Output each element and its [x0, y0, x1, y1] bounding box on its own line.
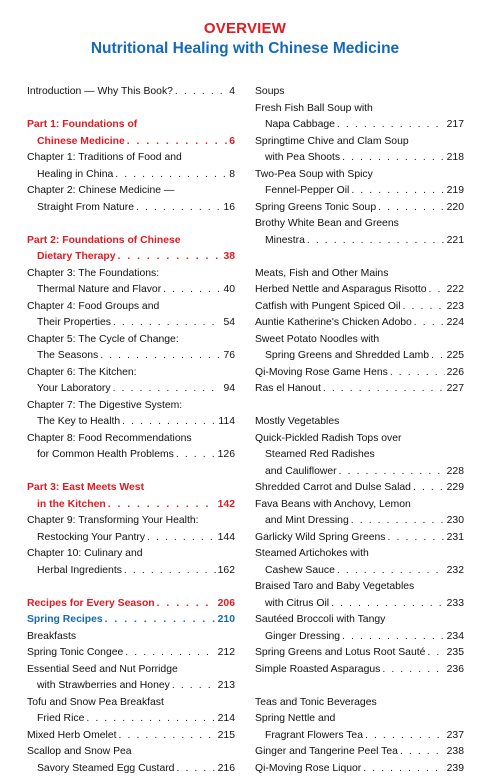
- toc-entry-page: 114: [218, 414, 235, 431]
- toc-entry[interactable]: [255, 150, 464, 167]
- toc-entry-title: with Pea Shoots: [265, 150, 340, 167]
- dot-leader: [100, 348, 221, 365]
- toc-entry: [27, 183, 235, 200]
- toc-entry[interactable]: [27, 761, 235, 777]
- toc-entry[interactable]: [255, 480, 464, 497]
- dot-leader: [127, 134, 227, 151]
- toc-entry-page: 229: [447, 480, 464, 497]
- toc-entry[interactable]: [27, 167, 235, 184]
- toc-entry[interactable]: [27, 596, 235, 613]
- dot-leader: [86, 711, 215, 728]
- dot-leader: [175, 84, 227, 101]
- toc-entry-title: Steamed Artichokes with: [255, 546, 369, 563]
- toc-entry[interactable]: [255, 348, 464, 365]
- toc-entry-page: 237: [447, 728, 464, 745]
- toc-entry[interactable]: [27, 530, 235, 547]
- toc-entry-title: Teas and Tonic Beverages: [255, 695, 377, 712]
- dot-leader: [382, 662, 444, 679]
- toc-entry-page: 232: [447, 563, 464, 580]
- dot-leader: [307, 233, 445, 250]
- toc-entry-title: Herbal Ingredients: [37, 563, 122, 580]
- dot-leader: [388, 530, 445, 547]
- dot-leader: [351, 513, 445, 530]
- toc-right-column: [255, 84, 464, 777]
- toc-entry-title: Braised Taro and Baby Vegetables: [255, 579, 414, 596]
- toc-entry-page: 230: [447, 513, 464, 530]
- toc-entry: [255, 266, 464, 283]
- toc-entry[interactable]: [255, 513, 464, 530]
- toc-entry[interactable]: [255, 596, 464, 613]
- toc-entry-page: 4: [229, 84, 235, 101]
- toc-entry-page: 222: [447, 282, 464, 299]
- toc-entry-page: 219: [447, 183, 464, 200]
- spacer: [27, 464, 235, 481]
- toc-entry-title: Fennel-Pepper Oil: [265, 183, 349, 200]
- toc-entry: [27, 431, 235, 448]
- spacer: [255, 398, 464, 415]
- toc-entry-title: Ginger and Tangerine Peel Tea: [255, 744, 398, 761]
- toc-entry[interactable]: [255, 728, 464, 745]
- toc-entry-title: Savory Steamed Egg Custard: [37, 761, 174, 777]
- dot-leader: [337, 563, 445, 580]
- dot-leader: [378, 200, 445, 217]
- dot-leader: [108, 497, 216, 514]
- toc-entry[interactable]: [255, 233, 464, 250]
- toc-entry: [27, 744, 235, 761]
- dot-leader: [403, 299, 445, 316]
- dot-leader: [124, 563, 216, 580]
- toc-entry[interactable]: [27, 711, 235, 728]
- toc-entry-page: 224: [447, 315, 464, 332]
- toc-entry-page: 215: [218, 728, 235, 745]
- dot-leader: [115, 167, 227, 184]
- toc-entry-title: Part 3: East Meets West: [27, 480, 144, 497]
- toc-entry-title: Part 1: Foundations of: [27, 117, 137, 134]
- toc-entry-page: 234: [447, 629, 464, 646]
- toc-entry[interactable]: [27, 645, 235, 662]
- toc-entry-title: Breakfasts: [27, 629, 76, 646]
- spacer: [255, 678, 464, 695]
- dot-leader: [351, 183, 444, 200]
- toc-entry[interactable]: [27, 497, 235, 514]
- toc-entry-title: Steamed Red Radishes: [265, 447, 375, 464]
- toc-entry-page: 126: [218, 447, 235, 464]
- toc-entry-page: 221: [447, 233, 464, 250]
- toc-entry[interactable]: [255, 563, 464, 580]
- toc-entry-title: Spring Greens and Lotus Root Sauté: [255, 645, 425, 662]
- toc-entry-page: 239: [447, 761, 464, 777]
- toc-entry: [27, 299, 235, 316]
- toc-entry-page: 38: [223, 249, 235, 266]
- toc-entry: [27, 546, 235, 563]
- toc-entry-page: 142: [218, 497, 235, 514]
- dot-leader: [125, 645, 215, 662]
- toc-entry[interactable]: [255, 761, 464, 777]
- dot-leader: [339, 464, 445, 481]
- toc-entry-page: 235: [447, 645, 464, 662]
- toc-entry-title: for Common Health Problems: [37, 447, 174, 464]
- toc-entry-page: 8: [229, 167, 235, 184]
- toc-entry-title: Sautéed Broccoli with Tangy: [255, 612, 385, 629]
- toc-entry-page: 144: [218, 530, 235, 547]
- toc-entry[interactable]: [27, 315, 235, 332]
- toc-entry-title: and Cauliflower: [265, 464, 337, 481]
- toc-entry-title: Qi-Moving Rose Liquor: [255, 761, 361, 777]
- toc-entry-page: 6: [229, 134, 235, 151]
- toc-entry-title: Ginger Dressing: [265, 629, 340, 646]
- toc-entry: [27, 332, 235, 349]
- toc-entry[interactable]: [27, 447, 235, 464]
- toc-entry[interactable]: [255, 299, 464, 316]
- dot-leader: [429, 282, 445, 299]
- dot-leader: [400, 744, 445, 761]
- toc-entry-title: Chinese Medicine: [37, 134, 125, 151]
- dot-leader: [427, 645, 444, 662]
- toc-entry: [27, 480, 235, 497]
- dot-leader: [172, 678, 216, 695]
- toc-entry-title: Fried Rice: [37, 711, 84, 728]
- dot-leader: [119, 728, 216, 745]
- toc-entry-title: Chapter 4: Food Groups and: [27, 299, 159, 316]
- toc-entry: [255, 84, 464, 101]
- toc-entry-title: with Citrus Oil: [265, 596, 329, 613]
- toc-entry-title: Qi-Moving Rose Game Hens: [255, 365, 388, 382]
- toc-entry-page: 40: [223, 282, 235, 299]
- toc-entry-title: Chapter 5: The Cycle of Change:: [27, 332, 179, 349]
- toc-entry-title: Introduction — Why This Book?: [27, 84, 173, 101]
- toc-entry: [27, 150, 235, 167]
- toc-entry-title: Fragrant Flowers Tea: [265, 728, 363, 745]
- toc-entry-title: Auntie Katherine's Chicken Adobo: [255, 315, 412, 332]
- spacer: [27, 579, 235, 596]
- toc-entry-title: Meats, Fish and Other Mains: [255, 266, 388, 283]
- toc-entry: [27, 695, 235, 712]
- page-heading: OVERVIEW: [0, 20, 490, 37]
- toc-entry: [255, 497, 464, 514]
- toc-entry-title: Tofu and Snow Pea Breakfast: [27, 695, 164, 712]
- dot-leader: [157, 596, 216, 613]
- toc-entry-title: Healing in China: [37, 167, 113, 184]
- dot-leader: [331, 596, 445, 613]
- toc-entry-title: Chapter 8: Food Recommendations: [27, 431, 192, 448]
- toc-entry-title: Scallop and Snow Pea: [27, 744, 132, 761]
- toc-entry-title: Recipes for Every Season: [27, 596, 155, 613]
- toc-entry[interactable]: [255, 365, 464, 382]
- toc-entry-title: Restocking Your Pantry: [37, 530, 145, 547]
- toc-entry-page: 218: [447, 150, 464, 167]
- toc-entry: [255, 579, 464, 596]
- toc-entry-page: 220: [447, 200, 464, 217]
- toc-entry-title: Cashew Sauce: [265, 563, 335, 580]
- dot-leader: [323, 381, 445, 398]
- dot-leader: [431, 348, 445, 365]
- toc-entry-title: The Seasons: [37, 348, 98, 365]
- toc-entry-title: Quick-Pickled Radish Tops over: [255, 431, 402, 448]
- toc-entry-title: and Mint Dressing: [265, 513, 349, 530]
- dot-leader: [113, 315, 222, 332]
- toc-entry-page: 236: [447, 662, 464, 679]
- toc-entry-page: 94: [223, 381, 235, 398]
- toc-entry: [255, 447, 464, 464]
- toc-entry-title: Shredded Carrot and Dulse Salad: [255, 480, 411, 497]
- toc-entry-title: Chapter 2: Chinese Medicine —: [27, 183, 174, 200]
- toc-entry[interactable]: [255, 200, 464, 217]
- toc-entry-page: 226: [447, 365, 464, 382]
- toc-entry-page: 16: [223, 200, 235, 217]
- toc-entry[interactable]: [27, 414, 235, 431]
- dot-leader: [414, 315, 445, 332]
- toc-entry-title: Garlicky Wild Spring Greens: [255, 530, 386, 547]
- toc-entry-title: Chapter 10: Culinary and: [27, 546, 143, 563]
- toc-entry[interactable]: [255, 530, 464, 547]
- toc-entry-title: Two-Pea Soup with Spicy: [255, 167, 373, 184]
- dot-leader: [163, 282, 221, 299]
- toc-entry: [255, 431, 464, 448]
- toc-entry-title: Minestra: [265, 233, 305, 250]
- toc-entry: [255, 216, 464, 233]
- toc-entry: [255, 332, 464, 349]
- toc-entry[interactable]: [27, 728, 235, 745]
- toc-entry-title: Thermal Nature and Flavor: [37, 282, 161, 299]
- toc-entry-title: in the Kitchen: [37, 497, 106, 514]
- toc-entry-page: 214: [218, 711, 235, 728]
- toc-entry-title: Straight From Nature: [37, 200, 134, 217]
- toc-entry-page: 238: [447, 744, 464, 761]
- toc-entry-page: 231: [447, 530, 464, 547]
- toc-entry[interactable]: [27, 381, 235, 398]
- toc-entry: [27, 662, 235, 679]
- toc-entry-title: The Key to Health: [37, 414, 120, 431]
- toc-entry-title: Spring Greens Tonic Soup: [255, 200, 376, 217]
- toc-entry[interactable]: [27, 134, 235, 151]
- toc-entry-title: Mostly Vegetables: [255, 414, 339, 431]
- toc-entry-title: Mixed Herb Omelet: [27, 728, 117, 745]
- toc-entry: [255, 711, 464, 728]
- dot-leader: [342, 150, 445, 167]
- toc-entry-title: Their Properties: [37, 315, 111, 332]
- toc-entry[interactable]: [27, 563, 235, 580]
- toc-entry-title: Chapter 6: The Kitchen:: [27, 365, 137, 382]
- toc-entry-title: Essential Seed and Nut Porridge: [27, 662, 178, 679]
- toc-entry[interactable]: [255, 464, 464, 481]
- dot-leader: [176, 447, 216, 464]
- dot-leader: [390, 365, 445, 382]
- toc-entry-title: Spring Greens and Shredded Lamb: [265, 348, 429, 365]
- spacer: [27, 101, 235, 118]
- toc-entry: [27, 513, 235, 530]
- toc-entry-title: Springtime Chive and Clam Soup: [255, 134, 409, 151]
- dot-leader: [105, 612, 216, 629]
- toc-entry-page: 233: [447, 596, 464, 613]
- toc-entry: [255, 167, 464, 184]
- toc-entry[interactable]: [255, 381, 464, 398]
- toc-entry: [27, 629, 235, 646]
- toc-entry-page: 225: [447, 348, 464, 365]
- toc-entry-title: Spring Recipes: [27, 612, 103, 629]
- toc-entry-page: 228: [447, 464, 464, 481]
- toc-entry-title: Brothy White Bean and Greens: [255, 216, 399, 233]
- toc-entry[interactable]: [255, 744, 464, 761]
- toc-entry[interactable]: [27, 200, 235, 217]
- dot-leader: [113, 381, 222, 398]
- toc-entry[interactable]: [27, 282, 235, 299]
- toc-entry-title: Sweet Potato Noodles with: [255, 332, 379, 349]
- toc-entry: [255, 612, 464, 629]
- dot-leader: [136, 200, 221, 217]
- dot-leader: [118, 249, 222, 266]
- toc-entry[interactable]: [27, 348, 235, 365]
- toc-entry: [27, 266, 235, 283]
- toc-entry: [255, 695, 464, 712]
- toc-entry-page: 54: [223, 315, 235, 332]
- toc-entry-title: Part 2: Foundations of Chinese: [27, 233, 181, 250]
- toc-entry-title: Soups: [255, 84, 284, 101]
- toc-entry[interactable]: [255, 662, 464, 679]
- toc-entry-page: 210: [218, 612, 235, 629]
- toc-entry-page: 206: [218, 596, 235, 613]
- toc-entry[interactable]: [27, 612, 235, 629]
- toc-entry-page: 162: [218, 563, 235, 580]
- dot-leader: [365, 728, 445, 745]
- toc-entry-page: 216: [218, 761, 235, 777]
- spacer: [27, 216, 235, 233]
- toc-entry-title: Your Laboratory: [37, 381, 111, 398]
- page-subheading: Nutritional Healing with Chinese Medicine: [0, 40, 490, 58]
- toc-entry-page: 213: [218, 678, 235, 695]
- dot-leader: [122, 414, 216, 431]
- dot-leader: [337, 117, 445, 134]
- toc-entry-title: Spring Tonic Congee: [27, 645, 123, 662]
- toc-entry[interactable]: [255, 645, 464, 662]
- toc-entry-title: Chapter 3: The Foundations:: [27, 266, 159, 283]
- toc-entry[interactable]: [255, 629, 464, 646]
- toc-entry-title: Simple Roasted Asparagus: [255, 662, 380, 679]
- toc-entry-title: Chapter 7: The Digestive System:: [27, 398, 182, 415]
- toc-entry-title: Spring Nettle and: [255, 711, 335, 728]
- dot-leader: [147, 530, 216, 547]
- toc-entry: [255, 134, 464, 151]
- spacer: [255, 249, 464, 266]
- toc-entry: [27, 117, 235, 134]
- toc-entry-page: 227: [447, 381, 464, 398]
- toc-entry-title: Chapter 1: Traditions of Food and: [27, 150, 182, 167]
- toc-entry: [255, 101, 464, 118]
- toc-entry[interactable]: [255, 183, 464, 200]
- toc-entry-page: 76: [223, 348, 235, 365]
- toc-entry-title: Fava Beans with Anchovy, Lemon: [255, 497, 411, 514]
- toc-entry[interactable]: [27, 249, 235, 266]
- toc-entry-title: Dietary Therapy: [37, 249, 116, 266]
- toc-entry-title: Ras el Hanout: [255, 381, 321, 398]
- toc-entry: [27, 365, 235, 382]
- toc-entry[interactable]: [27, 84, 235, 101]
- toc-entry-title: Fresh Fish Ball Soup with: [255, 101, 373, 118]
- toc-entry[interactable]: [255, 117, 464, 134]
- toc-entry[interactable]: [27, 678, 235, 695]
- toc-entry-title: Napa Cabbage: [265, 117, 335, 134]
- toc-entry: [27, 233, 235, 250]
- toc-entry: [255, 414, 464, 431]
- toc-entry-page: 212: [218, 645, 235, 662]
- toc-entry-title: with Strawberries and Honey: [37, 678, 170, 695]
- toc-entry-title: Catfish with Pungent Spiced Oil: [255, 299, 401, 316]
- toc-entry[interactable]: [255, 315, 464, 332]
- dot-leader: [176, 761, 215, 777]
- toc-entry-page: 223: [447, 299, 464, 316]
- toc-entry: [255, 546, 464, 563]
- toc-entry-page: 217: [447, 117, 464, 134]
- dot-leader: [413, 480, 445, 497]
- toc-entry-title: Herbed Nettle and Asparagus Risotto: [255, 282, 427, 299]
- dot-leader: [342, 629, 445, 646]
- toc-entry: [27, 398, 235, 415]
- toc-entry[interactable]: [255, 282, 464, 299]
- toc-left-column: [27, 84, 235, 777]
- dot-leader: [363, 761, 444, 777]
- toc-entry-title: Chapter 9: Transforming Your Health:: [27, 513, 199, 530]
